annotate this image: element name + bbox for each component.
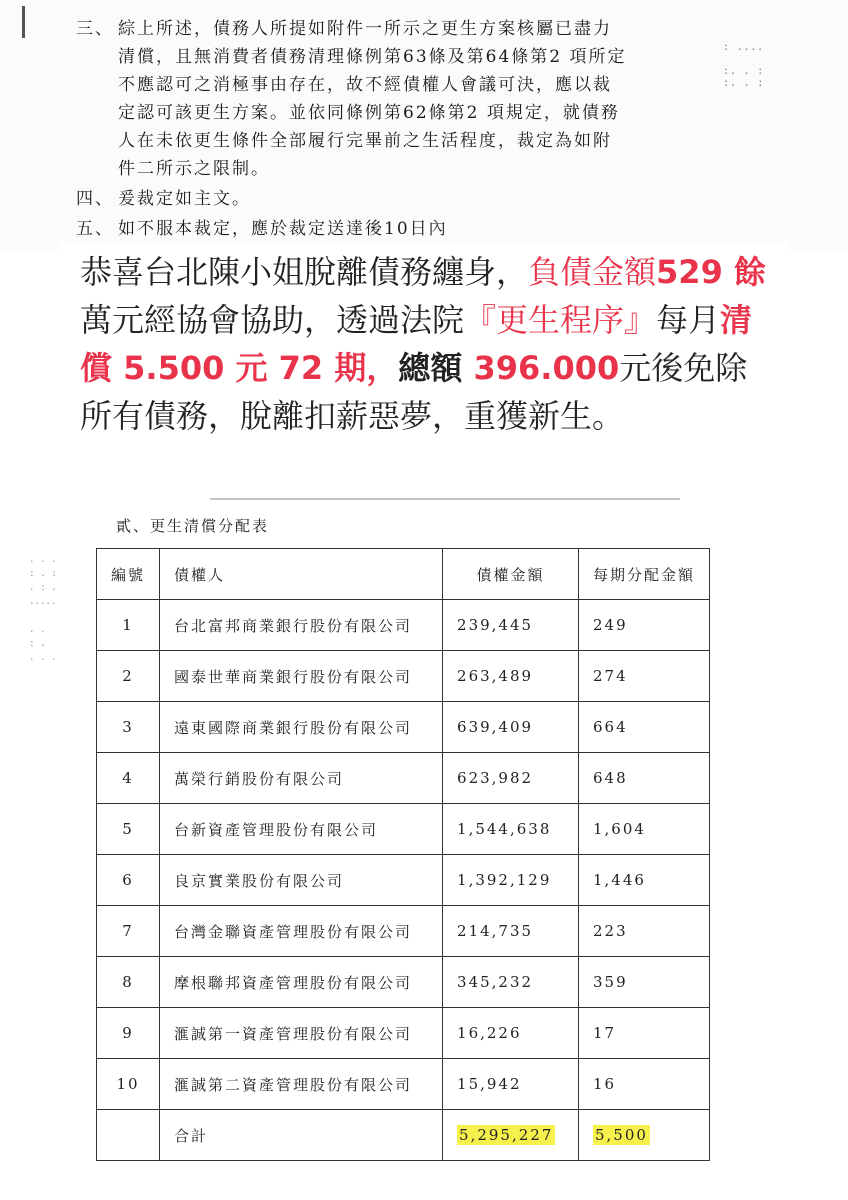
assistance-text: 萬元經協會協助，透過法院: [80, 301, 465, 339]
header-per-period-amount: 每期分配金額: [578, 549, 709, 600]
row-number: 6: [97, 855, 160, 906]
table-row: [97, 906, 710, 957]
debt-label: 負債金額: [528, 253, 657, 291]
header-claim-amount: 債權金額: [443, 549, 579, 600]
per-period-amount: 664: [578, 702, 709, 753]
repayment-allocation-table: [96, 548, 710, 1161]
creditor-name: 滙誠第二資產管理股份有限公司: [160, 1059, 443, 1110]
announcement-conclusion: 元後免除所有債務，脫離扣薪惡夢，重獲新生。: [80, 349, 748, 435]
total-label: 總額: [398, 349, 474, 387]
monthly-label: 每月: [656, 301, 721, 339]
per-period-amount: 223: [578, 906, 709, 957]
claim-amount: 1,544,638: [443, 804, 579, 855]
table-row: [97, 702, 710, 753]
item-3-line-1: 綜上所述，債務人所提如附件一所示之更生方案核屬已盡力: [118, 19, 612, 39]
total-claim-amount: [443, 1110, 579, 1161]
claim-amount: 15,942: [443, 1059, 579, 1110]
item-5-text: 如不服本裁定，應於裁定送達後10日內: [118, 219, 448, 239]
per-period-amount: 1,604: [578, 804, 709, 855]
punch-holes-decoration: : .... :. . : :. . :: [724, 39, 766, 89]
table-row: [97, 753, 710, 804]
scan-tear-edge: [210, 498, 680, 514]
creditor-name: 台新資產管理股份有限公司: [160, 804, 443, 855]
creditor-name: 摩根聯邦資產管理股份有限公司: [160, 957, 443, 1008]
per-period-amount: 16: [578, 1059, 709, 1110]
item-3-number: 三、: [76, 19, 114, 39]
total-per-period-amount: [578, 1110, 709, 1161]
item-5-number: 五、: [76, 219, 114, 239]
total-amount: 396.000: [473, 349, 620, 387]
item-3-line-2: 清償，且無消費者債務清理條例第63條及第64條第2 項所定: [118, 47, 627, 67]
per-period-amount: 274: [578, 651, 709, 702]
table-header-row: [97, 549, 710, 600]
table-row: [97, 804, 710, 855]
total-claim-amount-value: 5,295,227: [459, 1126, 554, 1144]
creditor-name: 台北富邦商業銀行股份有限公司: [160, 600, 443, 651]
creditor-name: 遠東國際商業銀行股份有限公司: [160, 702, 443, 753]
item-3-line-3: 不應認可之消極事由存在，故不經債權人會議可決，應以裁: [118, 75, 612, 95]
table-title: 貳、更生清償分配表: [116, 517, 270, 535]
total-per-period-amount-value: 5,500: [594, 1126, 648, 1144]
header-creditor: 債權人: [160, 549, 443, 600]
announcement-intro: 恭喜台北陳小姐脫離債務纏身，: [80, 253, 529, 291]
row-number: 4: [97, 753, 160, 804]
total-label: 合計: [160, 1110, 443, 1161]
claim-amount: 623,982: [443, 753, 579, 804]
repayment-terms: 清償 5.500 元 72 期，: [80, 301, 753, 387]
table-row: [97, 651, 710, 702]
row-number: 8: [97, 957, 160, 1008]
table-row: [97, 1059, 710, 1110]
item-4-text: 爰裁定如主文。: [118, 189, 251, 209]
procedure-name: 『更生程序』: [464, 301, 657, 339]
item-3-line-4: 定認可該更生方案。並依同條例第62條第2 項規定，就債務: [118, 103, 620, 123]
item-4-number: 四、: [76, 189, 114, 209]
row-number: 3: [97, 702, 160, 753]
row-number: 1: [97, 600, 160, 651]
item-3-line-5: 人在未依更生條件全部履行完畢前之生活程度，裁定為如附: [118, 131, 612, 151]
announcement-overlay: [60, 242, 788, 500]
margin-mark: [22, 6, 25, 38]
creditor-name: 國泰世華商業銀行股份有限公司: [160, 651, 443, 702]
table-row: [97, 957, 710, 1008]
row-number: 7: [97, 906, 160, 957]
per-period-amount: 648: [578, 753, 709, 804]
row-number: 9: [97, 1008, 160, 1059]
per-period-amount: 17: [578, 1008, 709, 1059]
total-row-number-cell: [97, 1110, 160, 1161]
claim-amount: 214,735: [443, 906, 579, 957]
claim-amount: 639,409: [443, 702, 579, 753]
header-number: 編號: [97, 549, 160, 600]
claim-amount: 1,392,129: [443, 855, 579, 906]
creditor-name: 滙誠第一資產管理股份有限公司: [160, 1008, 443, 1059]
per-period-amount: 249: [578, 600, 709, 651]
table-row: [97, 600, 710, 651]
creditor-name: 台灣金聯資產管理股份有限公司: [160, 906, 443, 957]
scanned-ruling-section: [0, 0, 848, 250]
claim-amount: 239,445: [443, 600, 579, 651]
announcement-text: [80, 248, 768, 440]
row-number: 5: [97, 804, 160, 855]
creditor-name: 良京實業股份有限公司: [160, 855, 443, 906]
creditor-name: 萬榮行銷股份有限公司: [160, 753, 443, 804]
per-period-amount: 359: [578, 957, 709, 1008]
per-period-amount: 1,446: [578, 855, 709, 906]
binding-holes-decoration: . . . : . : . : . ..... . . : . . . .: [30, 552, 58, 663]
table-row: [97, 855, 710, 906]
item-3-line-6: 件二所示之限制。: [118, 159, 270, 179]
claim-amount: 16,226: [443, 1008, 579, 1059]
row-number: 10: [97, 1059, 160, 1110]
claim-amount: 263,489: [443, 651, 579, 702]
table-row: [97, 1008, 710, 1059]
row-number: 2: [97, 651, 160, 702]
table-total-row: [97, 1110, 710, 1161]
debt-amount: 529 餘: [656, 253, 766, 291]
claim-amount: 345,232: [443, 957, 579, 1008]
